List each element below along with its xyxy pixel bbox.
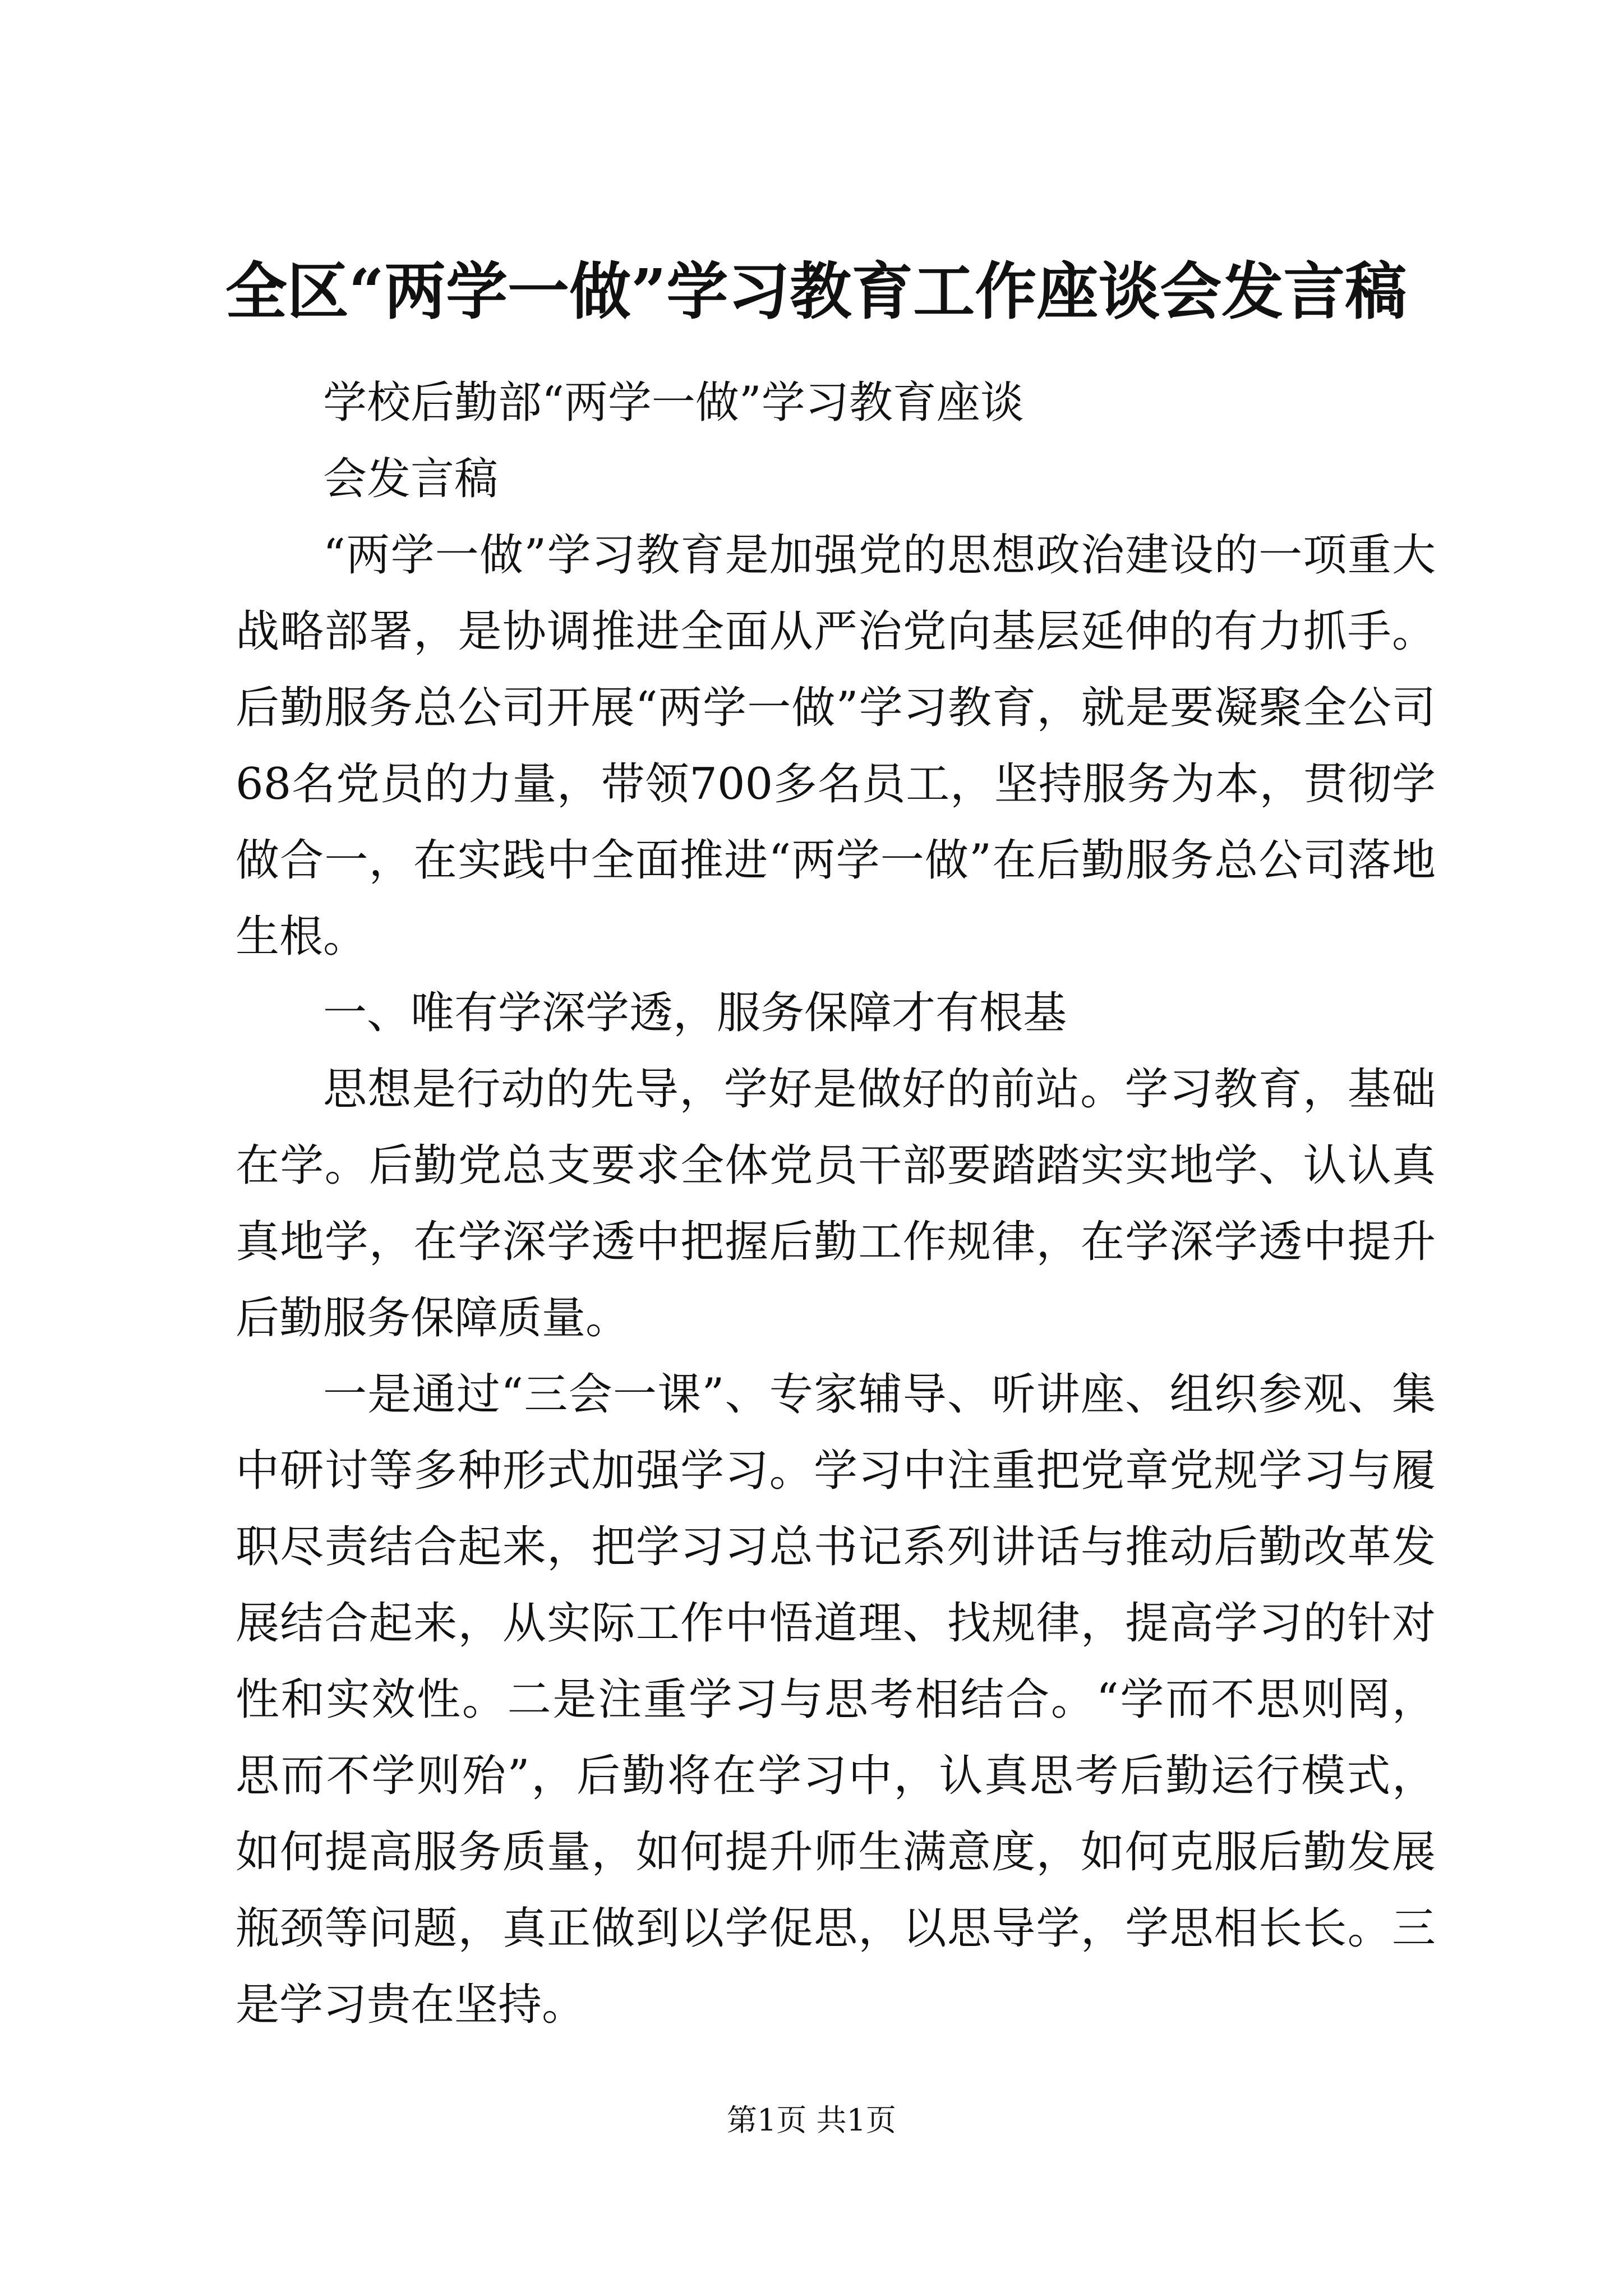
section-heading-1: 一、唯有学深学透，服务保障才有根基 xyxy=(323,988,1067,1038)
document-title: 全区“两学一做”学习教育工作座谈会发言稿 xyxy=(225,255,1407,328)
paragraph-subtitle-2: 会发言稿 xyxy=(323,454,499,504)
paragraph-subtitle-1: 学校后勤部“两学一做”学习教育座谈 xyxy=(323,378,1024,428)
paragraph-section-1: 思想是行动的先导，学好是做好的前站。学习教育，基础在学。后勤党总支要求全体党员干部要踏踏实实地学、认认真真地学，在学深学透中把握后勤工作规律，在学深学透中提升后勤服务保障质量。 xyxy=(236,1064,1436,1343)
page-footer: 第1页 共1页 xyxy=(727,2102,896,2138)
paragraph-section-1-detail: 一是通过“三会一课”、专家辅导、听讲座、组织参观、集中研讨等多种形式加强学习。学习中注重把党章党规学习与履职尽责结合起来，把学习习总书记系列讲话与推动后勤改革发展结合起来，从实际工作中悟道理、找规律，提高学习的针对性和实效性。二是注重学习与思考相结合。“学而不思则罔，思而不学则殆”，后勤将在学习中，认真思考后勤运行模式，如何提高服务质量，如何提升师生满意度，如何克服后勤发展瓶颈等问题，真正做到以学促思，以思导学，学思相长长。三是学习贵在坚持。 xyxy=(236,1369,1436,2030)
document-body xyxy=(236,365,1436,2043)
paragraph-intro: “两学一做”学习教育是加强党的思想政治建设的一项重大战略部署，是协调推进全面从严治党向基层延伸的有力抓手。后勤服务总公司开展“两学一做”学习教育，就是要凝聚全公司68名党员的力量，带领700多名员工，坚持服务为本，贯彻学做合一，在实践中全面推进“两学一做”在后勤服务总公司落地生根。 xyxy=(236,530,1436,962)
